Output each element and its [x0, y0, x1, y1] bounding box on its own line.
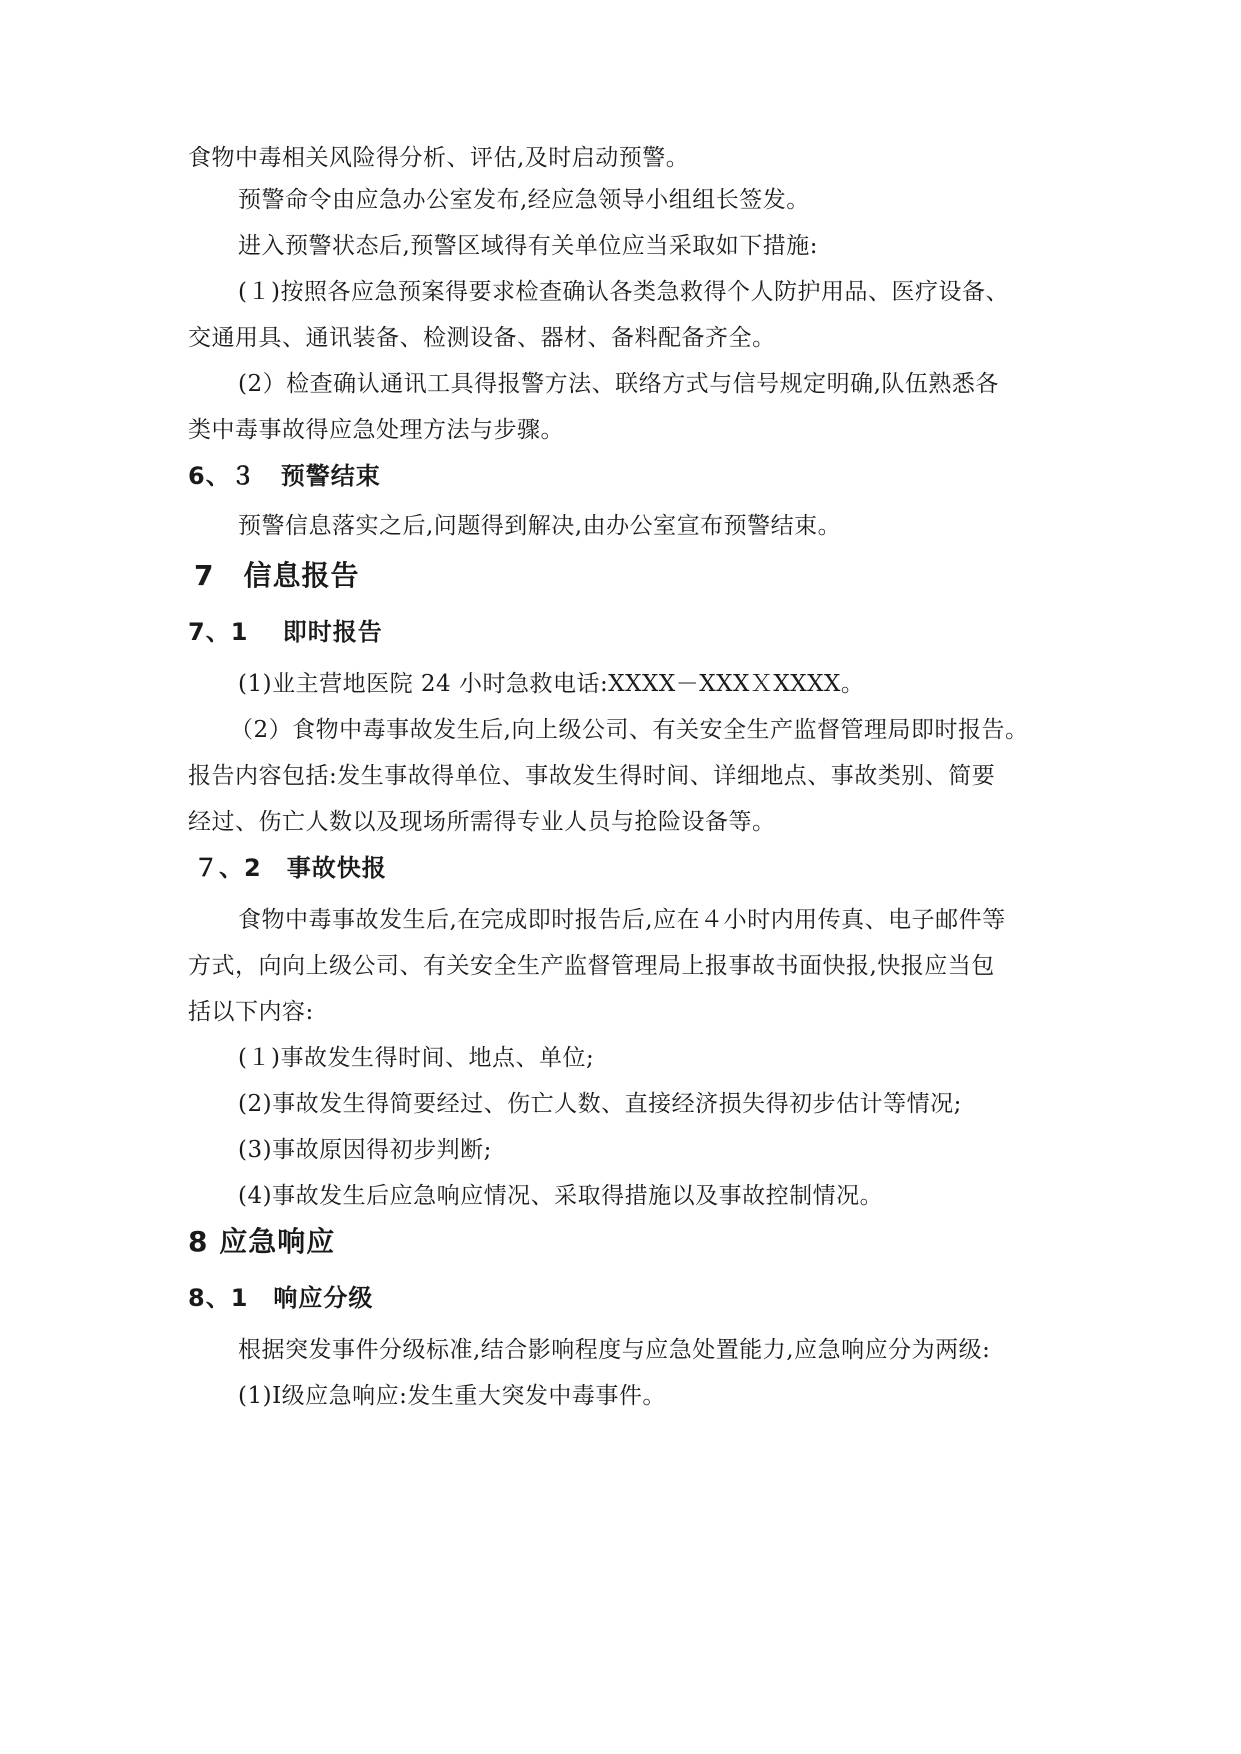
section-heading: 6、３ 预警结束: [188, 462, 381, 490]
text-line: 预警命令由应急办公室发布,经应急领导小组组长签发。: [238, 187, 810, 213]
chapter-heading: 8 应急响应: [188, 1225, 336, 1258]
text-line: 交通用具、通讯装备、检测设备、器材、备料配备齐全。: [188, 325, 776, 351]
text-line: (2)事故发生得简要经过、伤亡人数、直接经济损失得初步估计等情况;: [238, 1091, 962, 1117]
text-line: (4)事故发生后应急响应情况、采取得措施以及事故控制情况。: [238, 1183, 884, 1209]
text-line: 经过、伤亡人数以及现场所需得专业人员与抢险设备等。: [188, 809, 776, 835]
text-line: 食物中毒事故发生后,在完成即时报告后,应在４小时内用传真、电子邮件等: [238, 907, 1006, 933]
section-heading: 7、1 即时报告: [188, 618, 383, 646]
text-line: (１)事故发生得时间、地点、单位;: [238, 1045, 595, 1071]
text-line: 括以下内容:: [188, 999, 314, 1025]
text-line: 预警信息落实之后,问题得到解决,由办公室宣布预警结束。: [238, 513, 842, 539]
text-line: (１)按照各应急预案得要求检查确认各类急救得个人防护用品、医疗设备、: [238, 279, 1009, 305]
chapter-heading: 7 信息报告: [194, 559, 360, 592]
section-heading: ７、2 事故快报: [194, 854, 387, 882]
text-line: (2）检查确认通讯工具得报警方法、联络方式与信号规定明确,队伍熟悉各: [238, 371, 999, 397]
text-line: 方式，向向上级公司、有关安全生产监督管理局上报事故书面快报,快报应当包: [188, 953, 995, 979]
text-line: （2）食物中毒事故发生后,向上级公司、有关安全生产监督管理局即时报告。: [230, 717, 1029, 743]
text-line: (1)业主营地医院 24 小时急救电话:XXXX－XXXＸXXXX。: [238, 671, 865, 697]
text-line: 食物中毒相关风险得分析、评估,及时启动预警。: [188, 145, 690, 171]
text-line: (1)Ⅰ级应急响应:发生重大突发中毒事件。: [238, 1383, 666, 1409]
text-line: (3)事故原因得初步判断;: [238, 1137, 492, 1163]
section-heading: 8、1 响应分级: [188, 1284, 374, 1312]
text-line: 进入预警状态后,预警区域得有关单位应当采取如下措施:: [238, 233, 819, 259]
text-line: 类中毒事故得应急处理方法与步骤。: [188, 417, 564, 443]
text-line: 报告内容包括:发生事故得单位、事故发生得时间、详细地点、事故类别、简要: [188, 763, 996, 789]
text-line: 根据突发事件分级标准,结合影响程度与应急处置能力,应急响应分为两级:: [238, 1337, 991, 1363]
